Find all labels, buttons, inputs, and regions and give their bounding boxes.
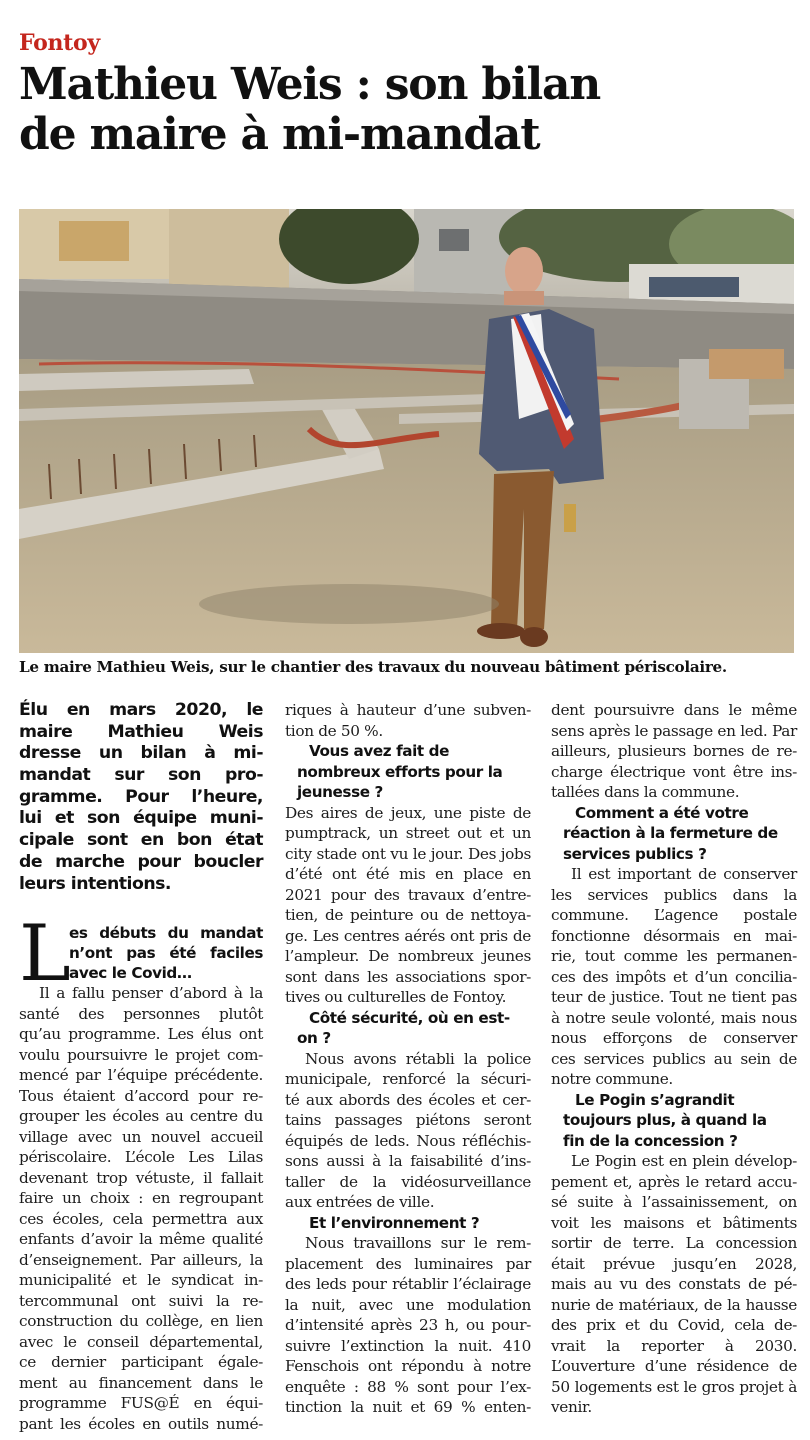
body-line: tallées dans la commune.: [551, 783, 740, 801]
body-line: enquête : 88 % sont pour l’ex-: [285, 1377, 531, 1396]
body-line: city stade ont vu le jour. Des jobs: [285, 844, 531, 863]
standfirst-line: Élu en mars 2020, le: [19, 700, 263, 720]
body-line: Tous étaient d’accord pour re-: [19, 1086, 263, 1105]
body-line: mencé par l’équipe précédente.: [19, 1066, 263, 1085]
question-youth: [285, 741, 531, 803]
body-line: Des aires de jeux, une piste de: [285, 803, 531, 822]
body-line: équipés de leds. Nous réfléchis-: [285, 1131, 531, 1150]
body-line: construction du collège, en lien: [19, 1312, 263, 1331]
body-line: ment au financement dans le: [19, 1373, 263, 1392]
body-line: vrait la reporter à 2030.: [551, 1336, 797, 1355]
body-line: municipale, renforcé la sécuri-: [285, 1070, 531, 1088]
body-line: sont dans les associations spor-: [285, 967, 531, 986]
body-line: pant les écoles en outils numé-: [19, 1414, 263, 1433]
body-line: charge électrique vont être ins-: [551, 762, 797, 781]
body-line: riques à hauteur d’une subven-: [285, 701, 531, 719]
lead-question-line: avec le Covid…: [69, 964, 192, 983]
body-line: Le Pogin est en plein dévelop-: [571, 1152, 797, 1170]
question-line: Vous avez fait de: [309, 742, 450, 760]
body-line: les services publics dans la: [551, 885, 797, 904]
body-line: municipalité et le syndicat in-: [19, 1271, 263, 1290]
body-line: d’été ont été mis en place en: [285, 865, 531, 883]
standfirst-line: gramme. Pour l’heure,: [19, 786, 263, 807]
body-line: tercommunal ont suivi la re-: [19, 1291, 263, 1310]
standfirst-line: de marche pour boucler: [19, 851, 263, 872]
question-line: Côté sécurité, où en est-: [309, 1008, 510, 1027]
standfirst-line: leurs intentions.: [19, 873, 171, 894]
body-line: l’ampleur. De nombreux jeunes: [285, 947, 531, 965]
body-line: la nuit, avec une modulation: [285, 1295, 531, 1314]
standfirst: [19, 700, 263, 895]
body-line: commune. L’agence postale: [551, 906, 797, 924]
body-line: Fenschois ont répondu à notre: [285, 1357, 531, 1375]
question-line: nombreux efforts pour la: [297, 762, 503, 781]
standfirst-line: mandat sur son pro-: [19, 765, 263, 786]
body-line: santé des personnes plutôt: [19, 1004, 263, 1023]
question-line: services publics ?: [563, 844, 707, 863]
answer-text: [19, 983, 263, 1434]
body-line: fonctionne désormais en mai-: [551, 926, 797, 945]
question-line: fin de la concession ?: [563, 1131, 738, 1150]
body-line: Nous travaillons sur le rem-: [305, 1234, 531, 1252]
body-line: ailleurs, plusieurs bornes de re-: [551, 742, 797, 760]
body-line: tains passages piétons seront: [285, 1111, 531, 1129]
body-line: sens après le passage en led. Par: [551, 721, 797, 740]
headline: [19, 60, 799, 160]
body-line: sé suite à l’assainissement, on: [551, 1193, 797, 1211]
lead-question-line: es débuts du mandat: [69, 924, 263, 943]
section-label: Fontoy: [19, 30, 100, 56]
body-line: aux entrées de ville.: [285, 1193, 435, 1211]
headline-line: Mathieu Weis : son bilan: [19, 59, 601, 110]
body-line: nous efforçons de conserver: [551, 1029, 797, 1047]
article-photo: [19, 209, 794, 653]
body-line: ce dernier participant égale-: [19, 1353, 263, 1372]
body-line: village avec un nouvel accueil: [19, 1127, 263, 1146]
body-line: tinction la nuit et 69 % enten-: [285, 1398, 531, 1416]
standfirst-line: dresse un bilan à mi-: [19, 743, 263, 764]
question-line: Le Pogin s’agrandit: [575, 1090, 735, 1109]
body-line: qu’au programme. Les élus ont: [19, 1025, 263, 1044]
body-line: des leds pour rétablir l’éclairage: [285, 1275, 531, 1293]
body-line: voit les maisons et bâtiments: [551, 1213, 797, 1232]
body-line: ces des impôts et d’un concilia-: [551, 967, 797, 986]
column-3: [551, 700, 797, 1418]
body-line: 50 logements est le gros projet à: [551, 1377, 797, 1396]
body-line: pement et, après le retard accu-: [551, 1172, 797, 1191]
construction-site-photo: [19, 209, 794, 653]
body-line: mais au vu des constats de pé-: [551, 1275, 797, 1293]
question-public-services: [551, 803, 797, 865]
body-line: ces services publics au sein de: [551, 1049, 797, 1068]
body-line: ces écoles, cela permettra aux: [19, 1209, 263, 1228]
body-line: enfants d’avoir la même qualité: [19, 1230, 263, 1249]
body-line: des prix et du Covid, cela de-: [551, 1316, 797, 1334]
body-line: à notre seule volonté, mais nous: [551, 1008, 797, 1027]
body-line: teur de justice. Tout ne tient pas: [551, 988, 797, 1006]
body-line: d’enseignement. Par ailleurs, la: [19, 1250, 263, 1269]
body-line: notre commune.: [551, 1070, 673, 1088]
headline-line: de maire à mi-mandat: [19, 109, 540, 160]
body-line: périscolaire. L’école Les Lilas: [19, 1148, 263, 1167]
body-line: avec le conseil départemental,: [19, 1332, 263, 1351]
body-line: placement des luminaires par: [285, 1254, 531, 1273]
question-line: toujours plus, à quand la: [563, 1111, 767, 1129]
body-line: faire un choix : en regroupant: [19, 1189, 263, 1208]
body-line: taller de la vidéosurveillance: [285, 1172, 531, 1191]
question-security: [285, 1008, 531, 1049]
body-line: Il a fallu penser d’abord à la: [39, 984, 263, 1003]
photo-caption: Le maire Mathieu Weis, sur le chantier des travaux du nouveau bâtiment périscolaire.: [19, 658, 727, 676]
body-line: nurie de matériaux, de la hausse: [551, 1295, 797, 1314]
body-line: rie, tout comme les permanen-: [551, 947, 797, 965]
body-line: grouper les écoles au centre du: [19, 1107, 263, 1126]
body-line: sons aussi à la faisabilité d’ins-: [285, 1152, 531, 1170]
question-line: Comment a été votre: [575, 803, 749, 822]
question-environment: [285, 1213, 531, 1234]
body-line: ge. Les centres aérés ont pris de: [285, 926, 531, 945]
drop-cap: L: [19, 909, 71, 1000]
lead-question-line: n’ont pas été faciles: [69, 944, 263, 963]
body-line: pumptrack, un street out et un: [285, 824, 531, 842]
body-line: devenant trop vétuste, il fallait: [19, 1168, 263, 1187]
body-line: voulu poursuivre le projet com-: [19, 1045, 263, 1064]
body-line: suivre l’extinction la nuit. 410: [285, 1336, 531, 1355]
body-line: d’intensité après 23 h, ou pour-: [285, 1316, 531, 1334]
body-line: L’ouverture d’une résidence de: [551, 1357, 797, 1375]
body-line: dent poursuivre dans le même: [551, 701, 797, 719]
column-2: [285, 700, 531, 1418]
body-line: 2021 pour des travaux d’entre-: [285, 885, 531, 904]
body-line: venir.: [551, 1398, 592, 1416]
body-line: tion de 50 %.: [285, 721, 383, 740]
standfirst-line: lui et son équipe muni-: [19, 808, 263, 829]
question-line: jeunesse ?: [297, 783, 383, 801]
body-line: programme FUS@É en équi-: [19, 1394, 263, 1413]
body-line: était prévue jusqu’en 2028,: [551, 1254, 797, 1273]
body-line: tives ou culturelles de Fontoy.: [285, 988, 507, 1006]
standfirst-line: cipale sont en bon état: [19, 830, 263, 851]
column-1: [19, 700, 263, 1434]
question-line: on ?: [297, 1029, 331, 1047]
body-line: tien, de peinture ou de nettoya-: [285, 906, 531, 924]
question-line: Et l’environnement ?: [309, 1213, 480, 1232]
question-pogin: [551, 1090, 797, 1152]
question-line: réaction à la fermeture de: [563, 824, 778, 842]
body-line: Nous avons rétabli la police: [305, 1049, 531, 1068]
body-line: té aux abords des écoles et cer-: [285, 1090, 531, 1109]
body-line: Il est important de conserver: [571, 865, 797, 883]
body-line: sortir de terre. La concession: [551, 1234, 797, 1252]
standfirst-line: maire Mathieu Weis: [19, 721, 263, 742]
